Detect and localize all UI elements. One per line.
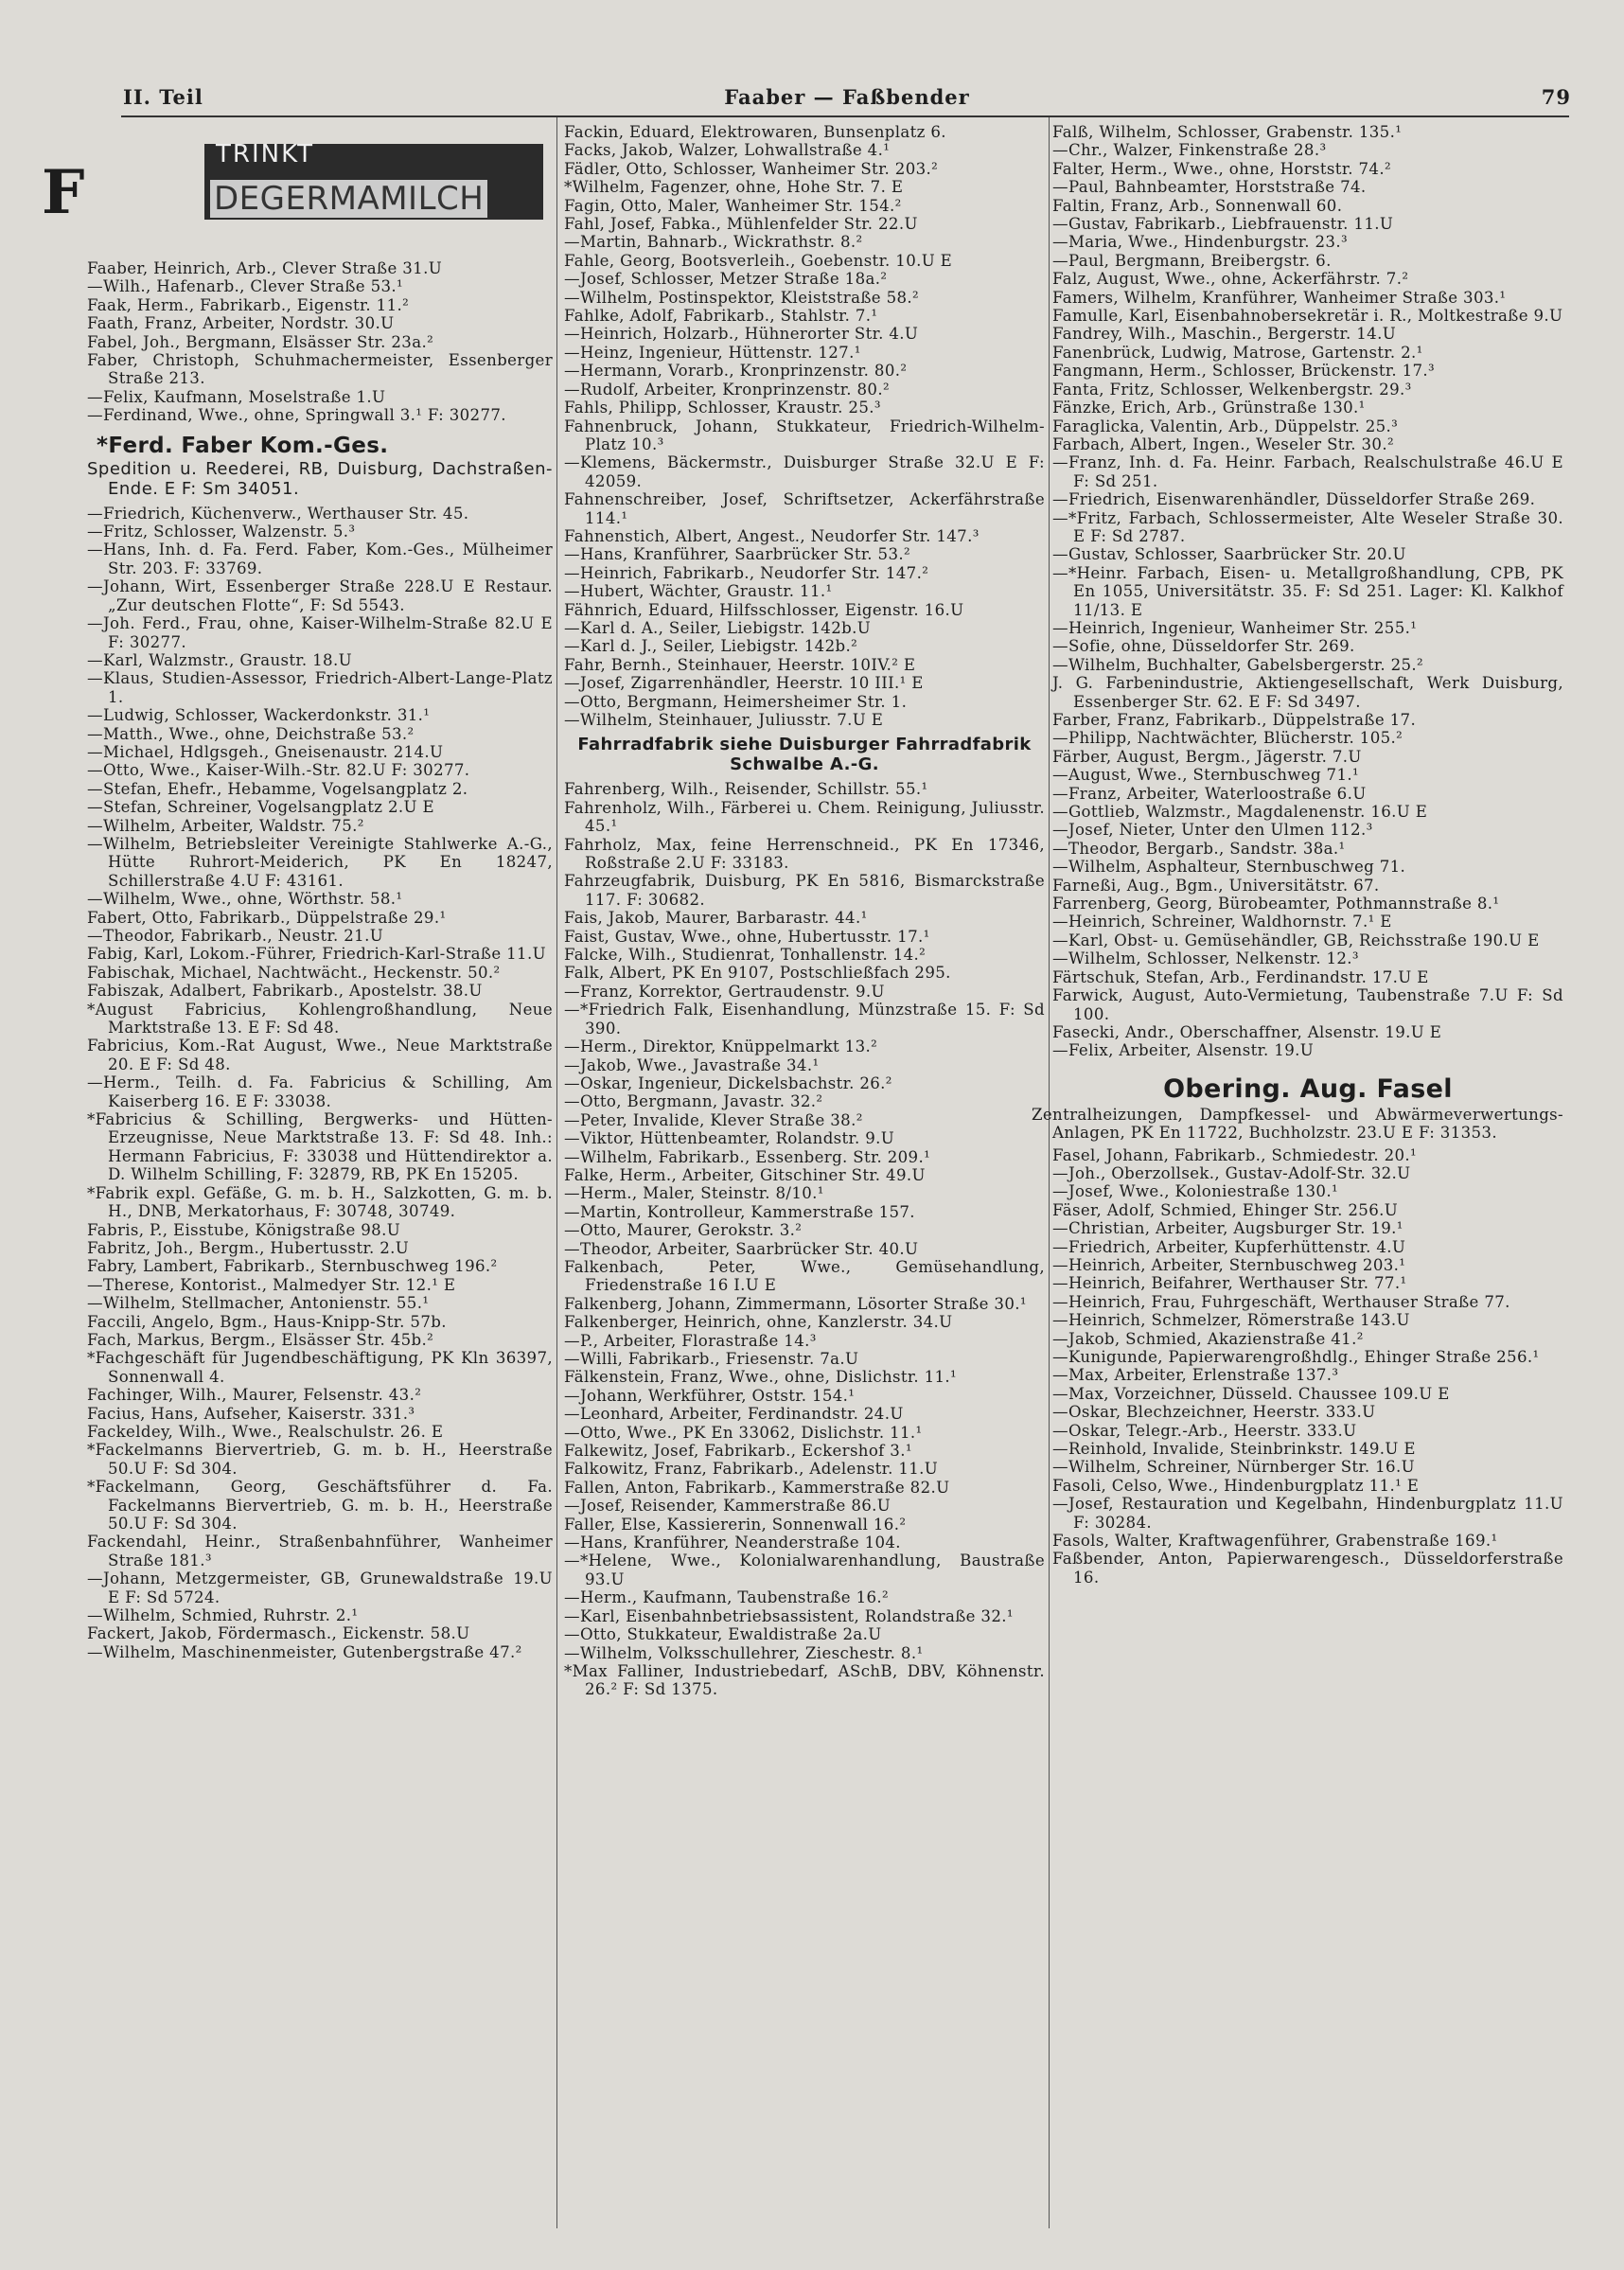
directory-entry: Faraglicka, Valentin, Arb., Düppelstr. 25.³ (1052, 417, 1399, 435)
directory-entry: Fanenbrück, Ludwig, Matrose, Gartenstr. 2.¹ (1052, 343, 1423, 362)
directory-entry: *Wilhelm, Fagenzer, ohne, Hohe Str. 7. E (564, 178, 904, 197)
directory-entry: —Wilhelm, Schmied, Ruhrstr. 2.¹ (87, 1606, 359, 1625)
directory-entry: —*Helene, Wwe., Kolonialwarenhandlung, Baustraße 93.U (564, 1552, 1045, 1588)
directory-entry: Fasols, Walter, Kraftwagenführer, Grabenstraße 169.¹ (1052, 1532, 1498, 1551)
directory-entry: —Heinrich, Holzarb., Hühnerorter Str. 4.U (564, 325, 919, 344)
directory-entry: —Christian, Arbeiter, Augsburger Str. 19.¹ (1052, 1219, 1403, 1238)
directory-entry: —Josef, Zigarrenhändler, Heerstr. 10 III.¹ E (564, 674, 924, 693)
directory-entry: Fabel, Joh., Bergmann, Elsässer Str. 23a.² (87, 332, 434, 351)
directory-entry: Fabig, Karl, Lokom.-Führer, Friedrich-Karl-Straße 11.U (87, 945, 546, 964)
advertisement-degermamilch (204, 140, 543, 220)
directory-entry: —Stefan, Schreiner, Vogelsangplatz 2.U E (87, 798, 434, 817)
directory-entry: Falkenberger, Heinrich, ohne, Kanzlerstr. 34.U (564, 1313, 953, 1332)
directory-entry: Faller, Else, Kassiererin, Sonnenwall 16.² (564, 1515, 907, 1534)
directory-entry: Falk, Albert, PK En 9107, Postschließfach 295. (564, 964, 951, 983)
directory-entry: Falcke, Wilh., Studienrat, Tonhallenstr. 14.² (564, 946, 927, 965)
directory-entry: —Oskar, Blechzeichner, Heerstr. 333.U (1052, 1403, 1376, 1422)
directory-entry: Fais, Jakob, Maurer, Barbarastr. 44.¹ (564, 909, 868, 928)
directory-entry: —Herm., Maler, Steinstr. 8/10.¹ (564, 1184, 824, 1203)
directory-entry: —Matth., Wwe., ohne, Deichstraße 53.² (87, 724, 415, 743)
directory-entry: —Heinrich, Fabrikarb., Neudorfer Str. 147.² (564, 563, 929, 582)
directory-entry: Färber, August, Bergm., Jägerstr. 7.U (1052, 747, 1362, 766)
directory-entry: —Karl, Eisenbahnbetriebsassistent, Rolandstraße 32.¹ (564, 1606, 1014, 1625)
directory-entry: Farber, Franz, Fabrikarb., Düppelstraße 17. (1052, 711, 1417, 729)
directory-entry: —*Friedrich Falk, Eisenhandlung, Münzstraße 15. F: Sd 390. (564, 1001, 1045, 1037)
column-divider (556, 117, 557, 2228)
page-number: 79 (1541, 85, 1571, 109)
directory-entry: —Max, Arbeiter, Erlenstraße 137.³ (1052, 1366, 1339, 1385)
directory-entry: —Klemens, Bäckermstr., Duisburger Straße 32.U E F: 42059. (564, 453, 1045, 490)
directory-entry: —Wilhelm, Arbeiter, Waldstr. 75.² (87, 816, 364, 835)
directory-entry: —Johann, Metzgermeister, GB, Grunewaldstraße 19.U E F: Sd 5724. (87, 1569, 553, 1606)
directory-entry: Falter, Herm., Wwe., ohne, Horststr. 74.² (1052, 159, 1391, 178)
ad-title: *Ferd. Faber Kom.-Ges. (97, 433, 389, 458)
directory-entry: —Willi, Fabrikarb., Friesenstr. 7a.U (564, 1350, 859, 1368)
directory-entry: —Jakob, Wwe., Javastraße 34.¹ (564, 1055, 820, 1074)
directory-entry: Fangmann, Herm., Schlosser, Brückenstr. 17.³ (1052, 362, 1436, 381)
directory-entry: Fähnrich, Eduard, Hilfsschlosser, Eigenstr. 16.U (564, 600, 964, 619)
ad-title: Obering. Aug. Fasel (1163, 1073, 1453, 1104)
directory-entry: —Wilhelm, Betriebsleiter Vereinigte Stahlwerke A.-G., Hütte Ruhrort-Meiderich, PK En 18247, Schillerstraße 4.U F: 43161. (87, 834, 553, 890)
header-rule (121, 115, 1569, 117)
column-divider (1049, 117, 1050, 2228)
column-right (1032, 123, 1563, 1587)
directory-entry: Fänzke, Erich, Arb., Grünstraße 130.¹ (1052, 399, 1366, 417)
directory-entry: Fallen, Anton, Fabrikarb., Kammerstraße 82.U (564, 1478, 950, 1497)
directory-entry: —Gustav, Schlosser, Saarbrücker Str. 20.U (1052, 545, 1406, 564)
directory-entry: —Friedrich, Eisenwarenhändler, Düsseldorfer Straße 269. (1052, 490, 1536, 509)
directory-entry: Fasoli, Celso, Wwe., Hindenburgplatz 11.¹ E (1052, 1476, 1420, 1495)
directory-entry: Fanta, Fritz, Schlosser, Welkenbergstr. 29.³ (1052, 380, 1412, 399)
directory-entry: —Josef, Schlosser, Metzer Straße 18a.² (564, 270, 888, 289)
directory-entry: —P., Arbeiter, Florastraße 14.³ (564, 1331, 817, 1350)
directory-entry: Fabris, P., Eisstube, Königstraße 98.U (87, 1220, 401, 1239)
directory-entry: —Martin, Bahnarb., Wickrathstr. 8.² (564, 233, 863, 252)
directory-entry: Fackert, Jakob, Fördermasch., Eickenstr. 58.U (87, 1624, 470, 1643)
directory-entry: —Heinrich, Frau, Fuhrgeschäft, Werthauser Straße 77. (1052, 1292, 1510, 1311)
directory-entry: —Wilhelm, Schlosser, Nelkenstr. 12.³ (1052, 949, 1359, 968)
advertisement-entry (87, 433, 553, 499)
directory-entry: Falz, August, Wwe., ohne, Ackerfährstr. 7.² (1052, 270, 1409, 289)
directory-entry: —Joh. Ferd., Frau, ohne, Kaiser-Wilhelm-Straße 82.U E F: 30277. (87, 614, 553, 651)
directory-entry: —Hans, Inh. d. Fa. Ferd. Faber, Kom.-Ges., Mülheimer Str. 203. F: 33769. (87, 541, 553, 577)
directory-entry: *Max Falliner, Industriebedarf, ASchB, DBV, Köhnenstr. 26.² F: Sd 1375. (564, 1661, 1045, 1699)
directory-entry: —Josef, Restauration und Kegelbahn, Hindenburgplatz 11.U F: 30284. (1052, 1495, 1563, 1532)
page-header (123, 81, 1571, 114)
directory-entry: —Franz, Korrektor, Gertraudenstr. 9.U (564, 982, 885, 1001)
directory-entry: —Sofie, ohne, Düsseldorfer Str. 269. (1052, 637, 1355, 656)
advertisement-entry (1032, 1073, 1563, 1143)
directory-entry: Fahls, Philipp, Schlosser, Kraustr. 25.³ (564, 399, 881, 417)
directory-entry: Fabischak, Michael, Nachtwächt., Heckenstr. 50.² (87, 963, 501, 982)
directory-entry: Fahrzeugfabrik, Duisburg, PK En 5816, Bismarckstraße 117. F: 30682. (564, 872, 1045, 909)
directory-entry: Famulle, Karl, Eisenbahnobersekretär i. R., Moltkestraße 9.U (1052, 307, 1563, 326)
directory-entry: —Klaus, Studien-Assessor, Friedrich-Albert-Lange-Platz 1. (87, 669, 553, 706)
directory-entry: —Franz, Inh. d. Fa. Heinr. Farbach, Realschulstraße 46.U E F: Sd 251. (1052, 453, 1563, 490)
directory-entry: —Friedrich, Arbeiter, Kupferhüttenstr. 4.U (1052, 1237, 1406, 1256)
directory-entry: —Max, Vorzeichner, Düsseld. Chaussee 109.U E (1052, 1384, 1450, 1403)
directory-entry: Fälkenstein, Franz, Wwe., ohne, Dislichstr. 11.¹ (564, 1368, 958, 1387)
directory-entry: —Heinrich, Schreiner, Waldhornstr. 7.¹ E (1052, 913, 1392, 931)
directory-entry: Fahnenschreiber, Josef, Schriftsetzer, Ackerfährstraße 114.¹ (564, 490, 1045, 527)
directory-entry: Fabert, Otto, Fabrikarb., Düppelstraße 29.¹ (87, 908, 447, 927)
section-label: II. Teil (123, 85, 203, 109)
directory-entry: Fahl, Josef, Fabka., Mühlenfelder Str. 22.U (564, 215, 918, 234)
directory-entry: —Felix, Arbeiter, Alsenstr. 19.U (1052, 1041, 1315, 1060)
directory-entry: Fabricius, Kom.-Rat August, Wwe., Neue Marktstraße 20. E F: Sd 48. (87, 1037, 553, 1073)
directory-entry: —Otto, Bergmann, Javastr. 32.² (564, 1092, 823, 1111)
directory-entry: —Peter, Invalide, Klever Straße 38.² (564, 1110, 863, 1129)
directory-entry: Falkowitz, Franz, Fabrikarb., Adelenstr. 11.U (564, 1460, 939, 1479)
directory-entry: *Fackelmann, Georg, Geschäftsführer d. Fa. Fackelmanns Biervertrieb, G. m. b. H., Heerstraße 50.U F: Sd 304. (87, 1478, 553, 1533)
ad-line-1: TRINKT (216, 140, 314, 168)
directory-entry: Fabry, Lambert, Fabrikarb., Sternbuschweg 196.² (87, 1257, 498, 1276)
directory-entry: Fackeldey, Wilh., Wwe., Realschulstr. 26. E (87, 1422, 444, 1441)
directory-entry: —Friedrich, Küchenverw., Werthauser Str. 45. (87, 504, 469, 523)
directory-entry: —Otto, Wwe., PK En 33062, Dislichstr. 11.¹ (564, 1423, 923, 1442)
directory-entry: —Franz, Arbeiter, Waterloostraße 6.U (1052, 784, 1367, 803)
directory-entry: —Theodor, Fabrikarb., Neustr. 21.U (87, 927, 384, 945)
directory-entry: —Otto, Wwe., Kaiser-Wilh.-Str. 82.U F: 30277. (87, 761, 470, 780)
directory-entry: —Paul, Bahnbeamter, Horststraße 74. (1052, 178, 1367, 197)
directory-entry: Fäser, Adolf, Schmied, Ehinger Str. 256.U (1052, 1200, 1399, 1219)
directory-entry: Fädler, Otto, Schlosser, Wanheimer Str. 203.² (564, 159, 939, 178)
directory-entry: —Stefan, Ehefr., Hebamme, Vogelsangplatz 2. (87, 779, 468, 798)
column-middle (564, 123, 1045, 1699)
directory-entry: Famers, Wilhelm, Kranführer, Wanheimer Straße 303.¹ (1052, 288, 1507, 307)
directory-entry: Farwick, August, Auto-Vermietung, Taubenstraße 7.U F: Sd 100. (1052, 986, 1563, 1023)
directory-entry: J. G. Farbenindustrie, Aktiengesellschaft, Werk Duisburg, Essenberger Str. 62. E F: Sd 3497. (1052, 674, 1563, 711)
directory-entry: Fasecki, Andr., Oberschaffner, Alsenstr. 19.U E (1052, 1022, 1442, 1041)
column-left (42, 121, 553, 1661)
directory-entry: Fahnenstich, Albert, Angest., Neudorfer Str. 147.³ (564, 526, 980, 545)
directory-entry: —Hubert, Wächter, Graustr. 11.¹ (564, 582, 833, 601)
directory-entry: Faltin, Franz, Arb., Sonnenwall 60. (1052, 196, 1343, 215)
directory-entry: —Karl, Walzmstr., Graustr. 18.U (87, 650, 352, 669)
directory-entry: Fabritz, Joh., Bergm., Hubertusstr. 2.U (87, 1238, 410, 1257)
directory-entry: —Wilhelm, Maschinenmeister, Gutenbergstraße 47.² (87, 1642, 522, 1661)
directory-entry: Fahrholz, Max, feine Herrenschneid., PK En 17346, Roßstraße 2.U F: 33183. (564, 835, 1045, 873)
directory-entry: —Heinrich, Beifahrer, Werthauser Str. 77.¹ (1052, 1274, 1407, 1293)
directory-entry: Fahlke, Adolf, Fabrikarb., Stahlstr. 7.¹ (564, 307, 878, 326)
directory-entry: —Reinhold, Invalide, Steinbrinkstr. 149.U E (1052, 1440, 1416, 1459)
ad-body: Spedition u. Reederei, RB, Duisburg, Dachstraßen-Ende. E F: Sm 34051. (87, 458, 553, 499)
directory-entry: —Hans, Kranführer, Neanderstraße 104. (564, 1534, 901, 1552)
directory-entry: —Heinz, Ingenieur, Hüttenstr. 127.¹ (564, 343, 861, 362)
directory-entry: —Leonhard, Arbeiter, Ferdinandstr. 24.U (564, 1405, 904, 1424)
directory-entry: *August Fabricius, Kohlengroßhandlung, Neue Marktstraße 13. E F: Sd 48. (87, 1000, 553, 1037)
directory-entry: Fahrenholz, Wilh., Färberei u. Chem. Reinigung, Juliusstr. 45.¹ (564, 798, 1045, 836)
directory-entry: —Jakob, Schmied, Akazienstraße 41.² (1052, 1329, 1364, 1348)
directory-entry: —Karl, Obst- u. Gemüsehändler, GB, Reichsstraße 190.U E (1052, 931, 1540, 949)
directory-entry: *Fabricius & Schilling, Bergwerks- und Hütten-Erzeugnisse, Neue Marktstraße 13. F: Sd 48. Inh.: Hermann Fabricius, F: 33038 und Hüttendirektor a. D. Wilhelm Schilling, F: 32879, RB, PK En 15205. (87, 1110, 553, 1184)
directory-entry: —Wilhelm, Postinspektor, Kleiststraße 58.² (564, 288, 920, 307)
directory-entry: —Karl d. J., Seiler, Liebigstr. 142b.² (564, 637, 858, 656)
directory-entry: —Josef, Nieter, Unter den Ulmen 112.³ (1052, 821, 1373, 840)
directory-entry: —Johann, Wirt, Essenberger Straße 228.U E Restaur. „Zur deutschen Flotte“, F: Sd 5543. (87, 577, 553, 614)
directory-entry: Fagin, Otto, Maler, Wanheimer Str. 154.² (564, 196, 902, 215)
directory-entry: —Gustav, Fabrikarb., Liebfrauenstr. 11.U (1052, 215, 1394, 234)
directory-entry: —Wilhelm, Asphalteur, Sternbuschweg 71. (1052, 858, 1406, 877)
directory-entry: —Ferdinand, Wwe., ohne, Springwall 3.¹ F: 30277. (87, 406, 506, 425)
directory-entry: —Wilhelm, Schreiner, Nürnberger Str. 16.U (1052, 1458, 1415, 1477)
directory-entry: *Fachgeschäft für Jugendbeschäftigung, PK Kln 36397, Sonnenwall 4. (87, 1349, 553, 1386)
directory-entry: —Gottlieb, Walzmstr., Magdalenenstr. 16.U E (1052, 803, 1428, 822)
directory-entry: —Wilhelm, Steinhauer, Juliusstr. 7.U E (564, 711, 884, 729)
directory-entry: —Therese, Kontorist., Malmedyer Str. 12.¹ E (87, 1275, 456, 1294)
directory-entry: —Joh., Oberzollsek., Gustav-Adolf-Str. 32.U (1052, 1163, 1411, 1182)
directory-entry: Facius, Hans, Aufseher, Kaiserstr. 331.³ (87, 1404, 415, 1423)
directory-entry: *Fackelmanns Biervertrieb, G. m. b. H., Heerstraße 50.U F: Sd 304. (87, 1441, 553, 1478)
directory-entry: Faist, Gustav, Wwe., ohne, Hubertusstr. 17.¹ (564, 927, 930, 946)
directory-entry: —Oskar, Telegr.-Arb., Heerstr. 333.U (1052, 1421, 1357, 1440)
directory-entry: —Ludwig, Schlosser, Wackerdonkstr. 31.¹ (87, 706, 431, 725)
directory-entry: Farbach, Albert, Ingen., Weseler Str. 30.² (1052, 434, 1394, 453)
directory-entry: Faaber, Heinrich, Arb., Clever Straße 31.U (87, 259, 443, 277)
directory-entry: —Otto, Stukkateur, Ewaldistraße 2a.U (564, 1625, 882, 1644)
cross-reference-heading: Fahrradfabrik siehe Duisburger Fahrradfabrik Schwalbe A.-G. (577, 735, 1032, 775)
directory-entry: —Wilhelm, Fabrikarb., Essenberg. Str. 209.¹ (564, 1147, 931, 1166)
directory-entry: Fasel, Johann, Fabrikarb., Schmiedestr. 20.¹ (1052, 1145, 1418, 1164)
directory-entry: Fahrenberg, Wilh., Reisender, Schillstr. 55.¹ (564, 780, 928, 799)
directory-entry: Fackin, Eduard, Elektrowaren, Bunsenplatz 6. (564, 123, 946, 141)
directory-entry: Fach, Markus, Bergm., Elsässer Str. 45b.² (87, 1330, 434, 1349)
directory-entry: Falkewitz, Josef, Fabrikarb., Eckershof 3.¹ (564, 1442, 912, 1461)
directory-entry: —Otto, Bergmann, Heimersheimer Str. 1. (564, 692, 908, 711)
section-initial: F (42, 157, 85, 228)
directory-entry: Falß, Wilhelm, Schlosser, Grabenstr. 135.¹ (1052, 123, 1403, 141)
directory-entry: Farneßi, Aug., Bgm., Universitätstr. 67. (1052, 876, 1380, 895)
directory-entry: —Wilh., Hafenarb., Clever Straße 53.¹ (87, 277, 404, 296)
directory-entry: —Herm., Teilh. d. Fa. Fabricius & Schilling, Am Kaiserberg 16. E F: 33038. (87, 1073, 553, 1110)
directory-entry: —Herm., Direktor, Knüppelmarkt 13.² (564, 1037, 878, 1056)
directory-entry: Faber, Christoph, Schuhmachermeister, Essenberger Straße 213. (87, 351, 553, 388)
ad-body: Zentralheizungen, Dampfkessel- und Abwärmeverwertungs-Anlagen, PK En 11722, Buchholzstr. 23.U E F: 31353. (1032, 1105, 1563, 1143)
directory-entry: Fabiszak, Adalbert, Fabrikarb., Apostelstr. 38.U (87, 982, 483, 1001)
directory-entry: —Oskar, Ingenieur, Dickelsbachstr. 26.² (564, 1073, 892, 1092)
directory-entry: —Herm., Kaufmann, Taubenstraße 16.² (564, 1588, 890, 1607)
directory-entry: Fahle, Georg, Bootsverleih., Goebenstr. 10.U E (564, 251, 953, 270)
directory-entry: —Theodor, Arbeiter, Saarbrücker Str. 40.U (564, 1239, 919, 1258)
directory-entry: —Martin, Kontrolleur, Kammerstraße 157. (564, 1202, 915, 1221)
directory-entry: —Kunigunde, Papierwarengroßhdlg., Ehinger Straße 256.¹ (1052, 1348, 1540, 1366)
ad-line-2: DEGERMAMILCH (210, 180, 487, 218)
directory-entry: —Wilhelm, Volksschullehrer, Zieschestr. 8.¹ (564, 1643, 924, 1662)
directory-entry: —Hans, Kranführer, Saarbrücker Str. 53.² (564, 545, 910, 564)
directory-entry: Facks, Jakob, Walzer, Lohwallstraße 4.¹ (564, 141, 891, 160)
directory-entry: —Viktor, Hüttenbeamter, Rolandstr. 9.U (564, 1129, 895, 1148)
directory-entry: —Rudolf, Arbeiter, Kronprinzenstr. 80.² (564, 380, 890, 399)
directory-entry: —August, Wwe., Sternbuschweg 71.¹ (1052, 766, 1360, 785)
directory-entry: Faßbender, Anton, Papierwarengesch., Düsseldorferstraße 16. (1052, 1550, 1563, 1587)
page-title: Faaber — Faßbender (724, 85, 970, 109)
directory-entry: —Wilhelm, Buchhalter, Gabelsbergerstr. 25.² (1052, 655, 1424, 674)
directory-entry: —Josef, Wwe., Koloniestraße 130.¹ (1052, 1182, 1338, 1201)
directory-entry: Faath, Franz, Arbeiter, Nordstr. 30.U (87, 314, 395, 333)
directory-entry: —Fritz, Schlosser, Walzenstr. 5.³ (87, 523, 356, 541)
directory-entry: Faak, Herm., Fabrikarb., Eigenstr. 11.² (87, 295, 410, 314)
directory-entry: Fackendahl, Heinr., Straßenbahnführer, Wanheimer Straße 181.³ (87, 1533, 553, 1569)
directory-entry: —*Fritz, Farbach, Schlossermeister, Alte Weseler Straße 30. E F: Sd 2787. (1052, 508, 1563, 545)
directory-entry: —Hermann, Vorarb., Kronprinzenstr. 80.² (564, 362, 908, 381)
directory-entry: Falke, Herm., Arbeiter, Gitschiner Str. 49.U (564, 1165, 926, 1184)
directory-entry: Färtschuk, Stefan, Arb., Ferdinandstr. 17.U E (1052, 967, 1429, 986)
directory-entry: Fahnenbruck, Johann, Stukkateur, Friedrich-Wilhelm-Platz 10.³ (564, 417, 1045, 453)
directory-entry: —Heinrich, Ingenieur, Wanheimer Str. 255.¹ (1052, 618, 1418, 637)
directory-entry: —Felix, Kaufmann, Moselstraße 1.U (87, 387, 386, 406)
directory-entry: —Karl d. A., Seiler, Liebigstr. 142b.U (564, 618, 872, 637)
directory-entry: Fahr, Bernh., Steinhauer, Heerstr. 10IV.² E (564, 655, 916, 674)
section-lead (42, 121, 553, 259)
directory-entry: Farrenberg, Georg, Bürobeamter, Pothmannstraße 8.¹ (1052, 895, 1500, 913)
directory-entry: Fandrey, Wilh., Maschin., Bergerstr. 14.U (1052, 325, 1397, 344)
directory-entry: —Wilhelm, Stellmacher, Antonienstr. 55.¹ (87, 1294, 430, 1313)
directory-entry: Falkenbach, Peter, Wwe., Gemüsehandlung, Friedenstraße 16 I.U E (564, 1257, 1045, 1295)
directory-entry: —Maria, Wwe., Hindenburgstr. 23.³ (1052, 233, 1348, 252)
directory-entry: —*Heinr. Farbach, Eisen- u. Metallgroßhandlung, CPB, PK En 1055, Universitätstr. 35. F: Sd 251. Lager: Kl. Kalkhof 11/13. E (1052, 563, 1563, 619)
directory-entry: Falkenberg, Johann, Zimmermann, Lösorter Straße 30.¹ (564, 1294, 1027, 1313)
directory-entry: —Chr., Walzer, Finkenstraße 28.³ (1052, 141, 1327, 160)
directory-entry: —Josef, Reisender, Kammerstraße 86.U (564, 1497, 891, 1516)
directory-entry: —Paul, Bergmann, Breibergstr. 6. (1052, 251, 1332, 270)
directory-entry: —Heinrich, Schmelzer, Römerstraße 143.U (1052, 1311, 1410, 1330)
directory-entry: —Otto, Maurer, Gerokstr. 3.² (564, 1221, 803, 1240)
directory-entry: —Philipp, Nachtwächter, Blücherstr. 105.² (1052, 729, 1403, 748)
directory-entry: —Heinrich, Arbeiter, Sternbuschweg 203.¹ (1052, 1255, 1406, 1274)
directory-entry: Faccili, Angelo, Bgm., Haus-Knipp-Str. 57b. (87, 1312, 447, 1331)
directory-entry: —Johann, Werkführer, Oststr. 154.¹ (564, 1386, 856, 1405)
directory-entry: —Michael, Hdlgsgeh., Gneisenaustr. 214.U (87, 742, 444, 761)
directory-entry: *Fabrik expl. Gefäße, G. m. b. H., Salzkotten, G. m. b. H., DNB, Merkatorhaus, F: 30748, 30749. (87, 1183, 553, 1221)
directory-entry: Fachinger, Wilh., Maurer, Felsenstr. 43.² (87, 1386, 422, 1405)
directory-entry: —Wilhelm, Wwe., ohne, Wörthstr. 58.¹ (87, 890, 403, 909)
directory-entry: —Theodor, Bergarb., Sandstr. 38a.¹ (1052, 839, 1346, 858)
